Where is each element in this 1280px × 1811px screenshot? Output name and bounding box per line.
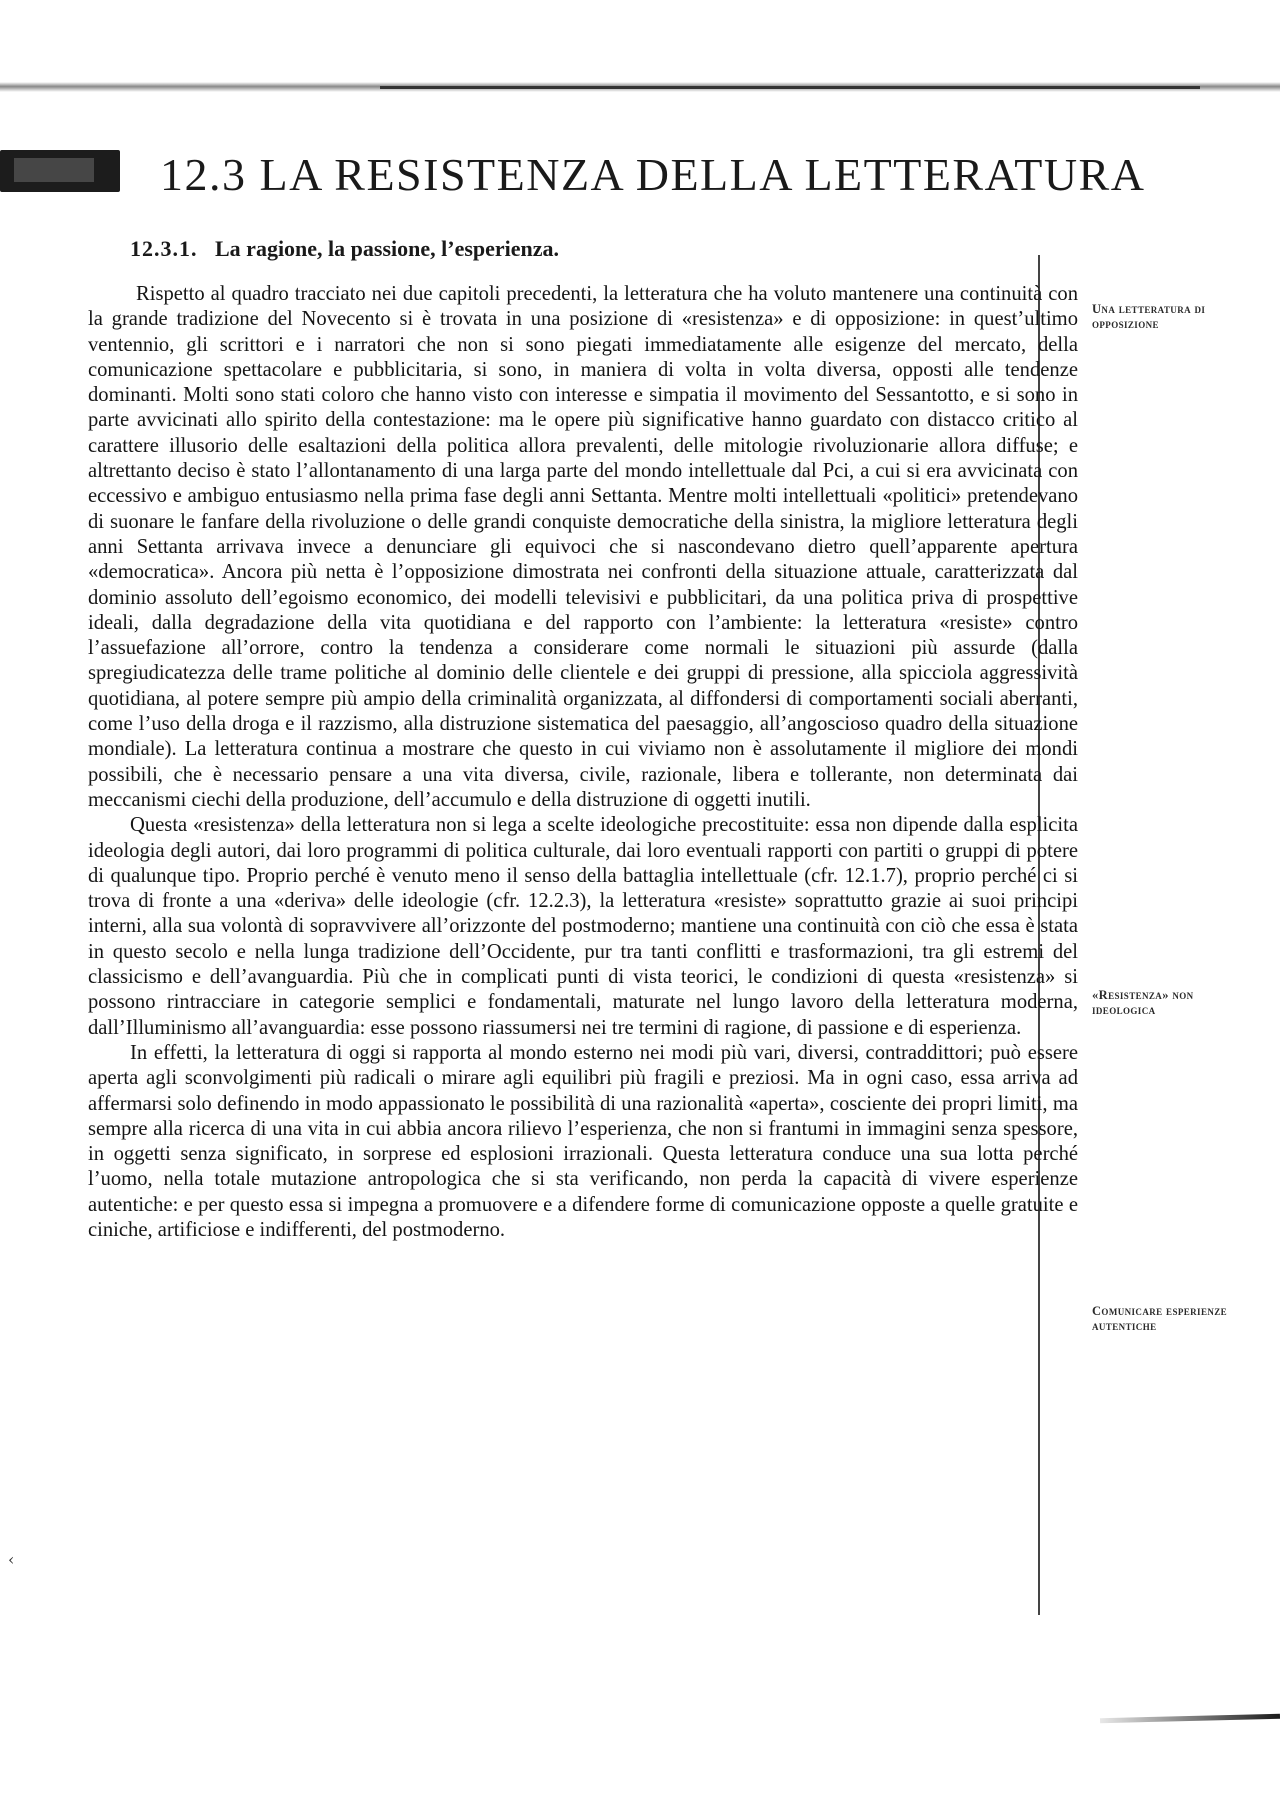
chapter-tab-marker <box>0 150 120 192</box>
top-rule-line <box>380 86 1200 89</box>
paragraph-1: Rispetto al quadro tracciato nei due capitoli precedenti, la letteratura che ha voluto mantenere una continuità con la grande tradizione del Novecento si è trovata in una posizione di «resistenza» e di opposizione: in quest’ultimo ventennio, gli scrittori e i narratori che non si sono piegati immediatamente alle esigenze del mercato, della comunicazione spettacolare e pubblicitaria, si sono, in maniera di volta in volta diversa, opposti alle tendenze dominanti. Molti sono stati coloro che hanno visto con interesse e simpatia il movimento del Sessantotto, e si sono in parte avvicinati allo spirito della contestazione: ma le opere più significative hanno guardato con distacco critico al carattere illusorio delle esaltazioni della politica allora prevalenti, delle mitologie rivoluzionarie allora diffuse; e altrettanto deciso è stato l’allontanamento di una larga parte del mondo intellettuale dal Pci, a cui si era avvicinata con eccessivo e ambiguo entusiasmo nella prima fase degli anni Settanta. Mentre molti intellettuali «politici» pretendevano di suonare le fanfare della rivoluzione o delle grandi conquiste democratiche della sinistra, la migliore letteratura degli anni Settanta arrivava invece a denunciare gli equivoci che si nascondevano dietro quell’apparente apertura «democratica». Ancora più netta è l’opposizione dimostrata nei confronti della situazione attuale, caratterizzata dal dominio assoluto dell’egoismo economico, dei modelli televisivi e pubblicitari, da una politica priva di prospettive ideali, dalla degradazione della vita quotidiana e del rapporto con l’ambiente: la letteratura «resiste» contro l’assuefazione all’orrore, contro la tendenza a considerare come normali le situazioni più assurde (dalla spregiudicatezza delle trame politiche al dominio delle clientele e dei gruppi di pressione, alla spicciola aggressività quotidiana, al potere sempre più ampio della criminalità organizzata, al diffondersi di comportamenti sociali aberranti, come l’uso della droga e il razzismo, alla distruzione sistematica del paesaggio, all’angoscioso quadro della situazione mondiale). La letteratura continua a mostrare che questo in cui viviamo non è assolutamente il migliore dei mondi possibili, che è necessario pensare a una vita diversa, civile, razionale, libera e tollerante, non determinata dai meccanismi ciechi della produzione, dell’accumulo e della distruzione di oggetti inutili. <box>88 283 1078 811</box>
side-note-comunicare: Comunicare esperienze autentiche <box>1092 1304 1228 1333</box>
section-heading <box>130 236 1030 262</box>
paragraph-2: Questa «resistenza» della letteratura non si lega a scelte ideologiche precostituite: essa non dipende dalla esplicita ideologia degli autori, dai loro programmi di politica culturale, dai loro eventuali rapporti con partiti o gruppi di potere di qualunque tipo. Proprio perché è venuto meno il senso della battaglia intellettuale (cfr. 12.1.7), proprio perché ci si trova di fronte a una «deriva» delle ideologie (cfr. 12.2.3), la letteratura «resiste» soprattutto grazie ai suoi principi interni, alla sua volontà di sopravvivere all’orizzonte del postmoderno; mantiene una continuità con ciò che essa è stata in questo secolo e nella lunga tradizione dell’Occidente, pur tra tanti conflitti e trasformazioni, tra gli estremi del classicismo e dell’avanguardia. Più che in complicati punti di vista teorici, le condizioni di questa «resistenza» si possono rintracciare in categorie semplici e fondamentali, maturate nel lungo lavoro della letteratura moderna, dall’Illuminismo all’avanguardia: esse possono riassumersi nei tre termini di ragione, di passione e di esperienza. <box>88 814 1078 1039</box>
section-title: La ragione, la passione, l’esperienza. <box>215 236 560 261</box>
bottom-scan-rule <box>1100 1714 1280 1723</box>
side-note-resistenza: «Resistenza» non ideologica <box>1092 988 1194 1017</box>
section-number: 12.3.1. <box>130 236 198 261</box>
side-note-opposizione: Una letteratura di opposizione <box>1092 302 1206 331</box>
stray-mark: ‹ <box>8 1550 15 1569</box>
body-text <box>88 282 1078 1243</box>
paragraph-3: In effetti, la letteratura di oggi si rapporta al mondo esterno nei modi più vari, diversi, contraddittori; può essere aperta agli sconvolgimenti più radicali o mirare agli equilibri più fragili e preziosi. Ma in ogni caso, essa arriva ad affermarsi solo definendo in modo appassionato le possibilità di una razionalità «aperta», cosciente dei propri limiti, ma sempre alla ricerca di una vita in cui abbia ancora rilievo l’esperienza, che non si frantumi in immagini senza spessore, in oggetti senza significato, in sorprese ed esplosioni irrazionali. Questa letteratura conduce una sua lotta perché l’uomo, nella totale mutazione antropologica che si sta verificando, non perda la capacità di vivere esperienze autentiche: e per questo essa si impegna a promuovere e a difendere forme di comunicazione opposte a quelle gratuite e ciniche, artificiose e indifferenti, del postmoderno. <box>88 1041 1078 1241</box>
chapter-title: LA RESISTENZA DELLA LETTERATURA <box>259 149 1146 200</box>
chapter-heading <box>160 150 1240 201</box>
chapter-number: 12.3 <box>160 149 247 200</box>
